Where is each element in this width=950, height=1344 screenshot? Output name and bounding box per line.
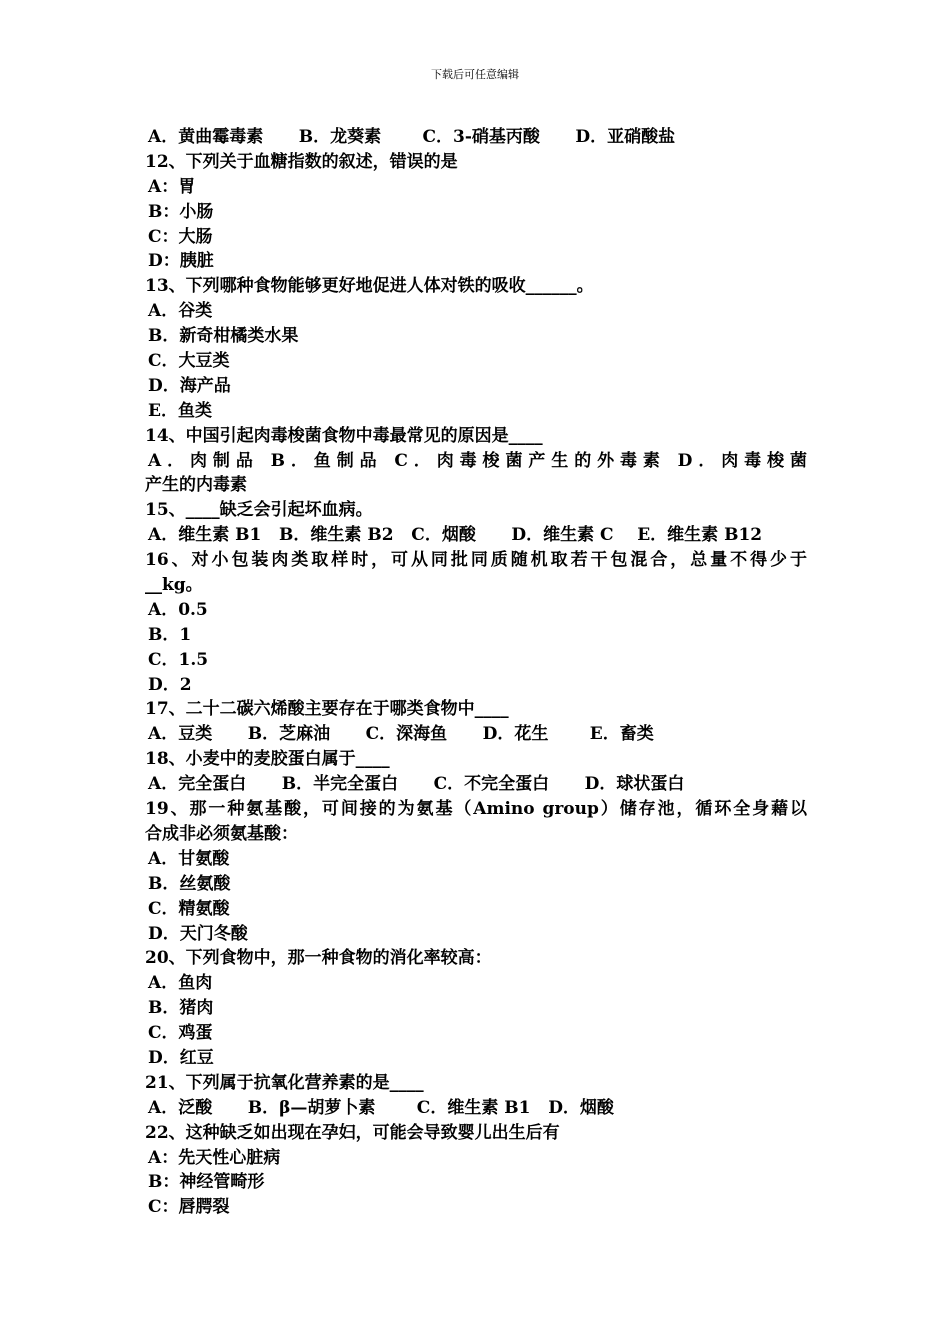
answer-option-line: A．维生素 B1 B．维生素 B2 C．烟酸 D．维生素 C E．维生素 B12 <box>148 525 763 546</box>
answer-option-line: C．精氨酸 <box>148 898 230 919</box>
answer-option-line: B：小肠 <box>148 201 214 222</box>
answer-option-line: A．完全蛋白 B．半完全蛋白 C．不完全蛋白 D．球状蛋白 <box>148 774 685 795</box>
answer-option-line: C：大肠 <box>148 226 213 247</box>
question-line: 22、这种缺乏如出现在孕妇，可能会导致婴儿出生后有 <box>145 1122 560 1143</box>
answer-option-line: B．丝氨酸 <box>148 873 231 894</box>
answer-option-line: C：唇腭裂 <box>148 1197 230 1218</box>
answer-option-line: D．2 <box>148 674 192 695</box>
answer-option-line: A．甘氨酸 <box>148 848 230 869</box>
question-line: 18、小麦中的麦胶蛋白属于____ <box>145 749 390 770</box>
question-line: 15、____缺乏会引起坏血病。 <box>145 500 373 521</box>
answer-option-line: D：胰脏 <box>148 251 214 272</box>
page-header: 下载后可任意编辑 <box>431 68 519 81</box>
answer-option-line: C．1.5 <box>148 649 209 670</box>
answer-option-line: A．肉制品 B．鱼制品 C．肉毒梭菌产生的外毒素 D．肉毒梭菌 <box>148 450 807 471</box>
answer-option-line: D．天门冬酸 <box>148 923 248 944</box>
answer-option-line: D．红豆 <box>148 1047 214 1068</box>
question-line: 13、下列哪种食物能够更好地促进人体对铁的吸收______。 <box>145 276 594 297</box>
question-line: 20、下列食物中，那一种食物的消化率较高： <box>145 948 492 969</box>
answer-option-line: A．泛酸 B．β—胡萝卜素 C．维生素 B1 D．烟酸 <box>148 1097 614 1118</box>
answer-option-line: A．0.5 <box>148 599 208 620</box>
answer-option-line: A．黄曲霉毒素 B．龙葵素 C．3-硝基丙酸 D．亚硝酸盐 <box>148 127 676 147</box>
answer-option-line: B．1 <box>148 624 192 645</box>
question-line: 产生的内毒素 <box>145 475 247 496</box>
question-line: 合成非必须氨基酸： <box>145 823 298 844</box>
answer-option-line: E．鱼类 <box>148 400 212 421</box>
answer-option-line: B．猪肉 <box>148 998 214 1019</box>
question-line: 19、那一种氨基酸，可间接的为氨基（Amino group）储存池，循环全身藉以 <box>145 799 807 820</box>
question-line: __kg。 <box>145 575 203 596</box>
answer-option-line: C．大豆类 <box>148 351 230 372</box>
document-body <box>145 125 807 1220</box>
answer-option-line: A：胃 <box>148 176 196 197</box>
answer-option-line: A．谷类 <box>148 301 213 322</box>
question-line: 16、对小包装肉类取样时，可从同批同质随机取若干包混合，总量不得少于 <box>145 550 807 571</box>
answer-option-line: B：神经管畸形 <box>148 1172 265 1193</box>
question-line: 21、下列属于抗氧化营养素的是____ <box>145 1072 424 1093</box>
answer-option-line: A．鱼肉 <box>148 973 213 994</box>
answer-option-line: A．豆类 B．芝麻油 C．深海鱼 D．花生 E．畜类 <box>148 724 654 745</box>
answer-option-line: A：先天性心脏病 <box>148 1147 281 1168</box>
answer-option-line: C．鸡蛋 <box>148 1023 213 1044</box>
answer-option-line: B．新奇柑橘类水果 <box>148 326 299 347</box>
question-line: 12、下列关于血糖指数的叙述，错误的是 <box>145 151 458 172</box>
answer-option-line: D．海产品 <box>148 375 231 396</box>
question-line: 14、中国引起肉毒梭菌食物中毒最常见的原因是____ <box>145 425 543 446</box>
question-line: 17、二十二碳六烯酸主要存在于哪类食物中____ <box>145 699 509 720</box>
